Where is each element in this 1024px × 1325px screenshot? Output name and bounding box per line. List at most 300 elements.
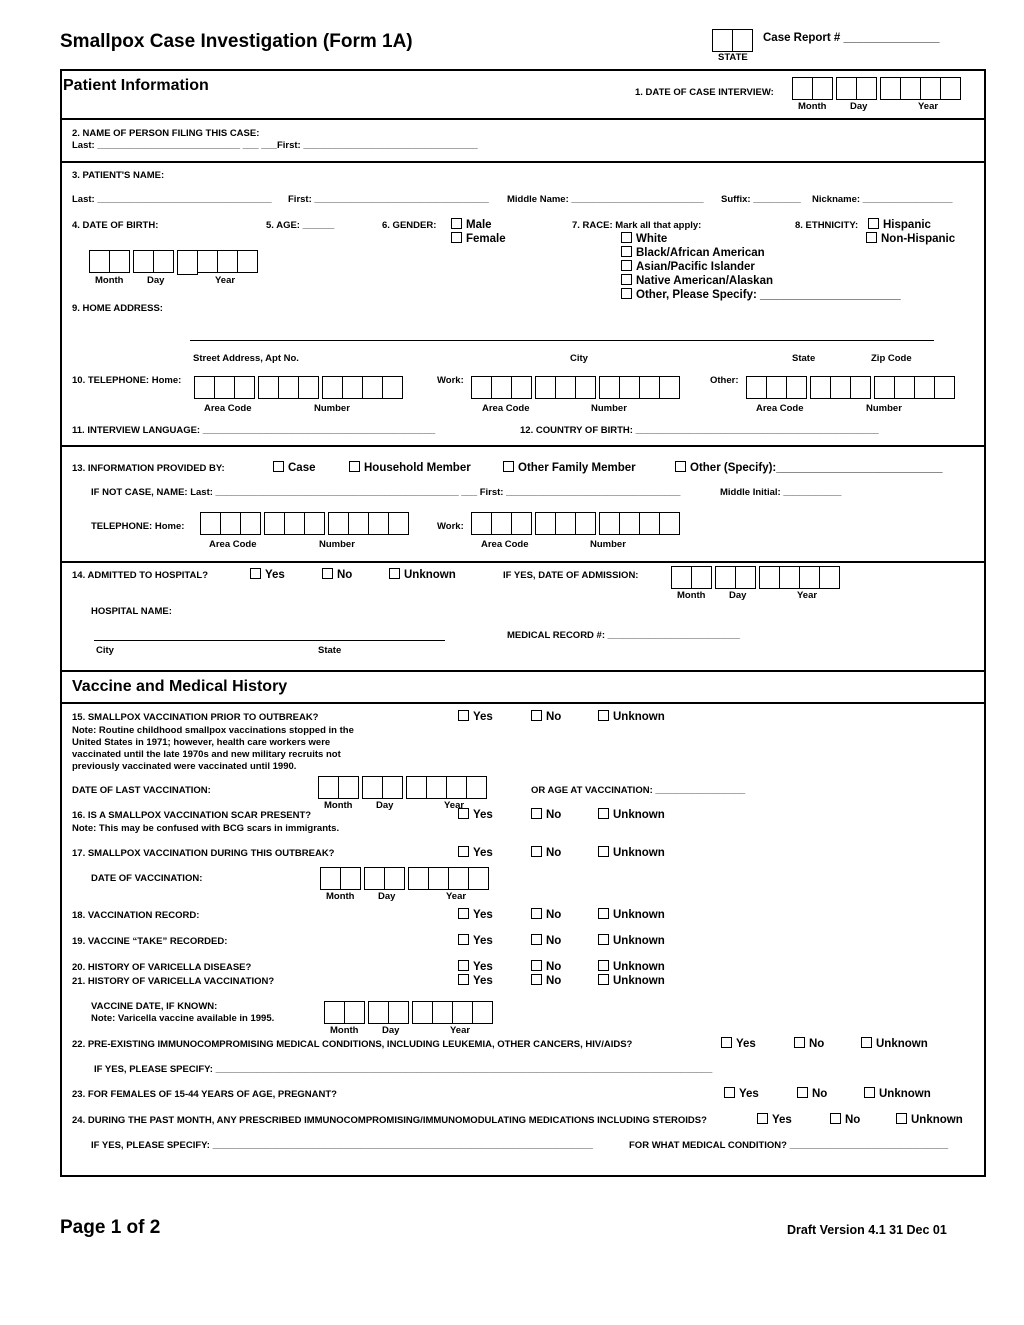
other-label: Other: [710,375,739,386]
q15-note: United States in 1971; however, health care workers were [72,737,331,748]
area-code-label: Area Code [209,539,257,550]
work-phone-boxes[interactable] [471,376,683,399]
work-label: Work: [437,375,464,386]
entry-cell[interactable] [177,250,198,275]
var-date-label: VACCINE DATE, IF KNOWN: [91,1001,218,1012]
last-vacc-label: DATE OF LAST VACCINATION: [72,785,211,796]
provided-by-household[interactable]: Household Member [349,461,471,474]
year-label: Year [446,891,467,902]
divider [60,161,984,163]
last-vacc-date-boxes[interactable] [318,776,490,799]
entry-cell[interactable] [298,376,319,399]
entry-cell[interactable] [382,376,403,399]
divider [60,118,984,120]
entry-cell[interactable] [691,566,712,589]
checkbox[interactable] [389,568,400,579]
checkbox[interactable] [864,1087,875,1098]
checkbox[interactable] [621,288,632,299]
entry-cell[interactable] [535,512,556,535]
year-label: Year [444,800,465,811]
entry-cell[interactable] [830,376,851,399]
entry-cell[interactable] [338,776,359,799]
checkbox[interactable] [896,1113,907,1124]
entry-cell[interactable] [894,376,915,399]
entry-cell[interactable] [304,512,325,535]
entry-cell[interactable] [446,776,467,799]
entry-cell[interactable] [746,376,767,399]
entry-cell[interactable] [432,1001,453,1024]
checkbox[interactable] [451,218,462,229]
q9-label: 9. HOME ADDRESS: [72,303,163,314]
ethnicity-hispanic[interactable]: Hispanic [868,218,931,231]
q22-specify-field[interactable]: IF YES, PLEASE SPECIFY: ______________________________________________________________________________________________ [94,1064,713,1075]
entry-cell[interactable] [89,250,110,273]
q18-unknown[interactable]: Unknown [598,908,665,921]
day-label: Day [147,275,165,286]
patient-suffix-field[interactable]: Suffix: _________ [721,194,801,205]
checkbox[interactable] [451,232,462,243]
checkbox[interactable] [598,960,609,971]
q21-unknown[interactable]: Unknown [598,974,665,987]
q6-label: 6. GENDER: [382,220,437,231]
q17-yes[interactable]: Yes [458,846,493,859]
state-label: State [318,645,342,656]
country-field[interactable]: 12. COUNTRY OF BIRTH: ______________________________________________ [520,425,879,436]
hospital-yes[interactable]: Yes [250,568,285,581]
provided-by-case[interactable]: Case [273,461,316,474]
q20-unknown[interactable]: Unknown [598,960,665,973]
entry-cell[interactable] [619,512,640,535]
area-code-label: Area Code [756,403,804,414]
q16-label: 16. IS A SMALLPOX VACCINATION SCAR PRESENT? [72,810,312,821]
entry-cell[interactable] [836,77,857,100]
entry-cell[interactable] [320,867,341,890]
entry-cell[interactable] [194,376,215,399]
entry-cell[interactable] [217,250,238,273]
entry-cell[interactable] [659,376,680,399]
q18-label: 18. VACCINATION RECORD: [72,910,200,921]
entry-cell[interactable] [362,376,383,399]
entry-cell[interactable] [324,1001,345,1024]
divider [60,702,984,704]
entry-cell[interactable] [619,376,640,399]
entry-cell[interactable] [880,77,901,100]
patient-nickname-field[interactable]: Nickname: _________________ [812,194,953,205]
q13-label: 13. INFORMATION PROVIDED BY: [72,463,225,474]
entry-cell[interactable] [491,376,512,399]
entry-cell[interactable] [555,512,576,535]
admission-label: IF YES, DATE OF ADMISSION: [503,570,639,581]
number-label: Number [590,539,626,550]
q7-label: 7. RACE: Mark all that apply: [572,220,702,231]
entry-cell[interactable] [766,376,787,399]
entry-cell[interactable] [819,566,840,589]
checkbox[interactable] [757,1113,768,1124]
number-label: Number [319,539,355,550]
year-label: Year [215,275,236,286]
entry-cell[interactable] [715,566,736,589]
q15-no[interactable]: No [531,710,561,723]
q15-note: Note: Routine childhood smallpox vaccinations stopped in the [72,725,354,736]
month-label: Month [677,590,706,601]
entry-cell[interactable] [659,512,680,535]
entry-cell[interactable] [408,867,429,890]
entry-cell[interactable] [599,376,620,399]
q22-yes[interactable]: Yes [721,1037,756,1050]
entry-cell[interactable] [639,376,660,399]
state-boxes[interactable] [712,29,756,52]
age-field[interactable]: 5. AGE: ______ [266,220,335,231]
entry-cell[interactable] [200,512,221,535]
entry-cell[interactable] [384,867,405,890]
q16-note: Note: This may be confused with BCG scars in immigrants. [72,823,340,834]
day-label: Day [376,800,394,811]
checkbox[interactable] [458,934,469,945]
year-label: Year [450,1025,471,1036]
entry-cell[interactable] [468,867,489,890]
month-label: Month [324,800,353,811]
section-heading: Patient Information [63,77,209,94]
q10-label: 10. TELEPHONE: Home: [72,375,182,386]
hospital-unknown[interactable]: Unknown [389,568,456,581]
entry-cell[interactable] [779,566,800,589]
checkbox[interactable] [322,568,333,579]
entry-cell[interactable] [535,376,556,399]
checkbox[interactable] [458,960,469,971]
month-label: Month [95,275,124,286]
entry-cell[interactable] [348,512,369,535]
state-label: STATE [718,52,748,63]
checkbox[interactable] [724,1087,735,1098]
checkbox[interactable] [621,246,632,257]
entry-cell[interactable] [284,512,305,535]
checkbox[interactable] [866,232,877,243]
q19-unknown[interactable]: Unknown [598,934,665,947]
var-note: Note: Varicella vaccine available in 1995. [91,1013,275,1024]
checkbox[interactable] [598,974,609,985]
checkbox[interactable] [868,218,879,229]
checkbox[interactable] [797,1087,808,1098]
q4-label: 4. DATE OF BIRTH: [72,220,159,231]
entry-cell[interactable] [197,250,218,273]
entry-cell[interactable] [153,250,174,273]
number-label: Number [866,403,902,414]
entry-cell[interactable] [362,776,383,799]
hospital-no[interactable]: No [322,568,352,581]
number-label: Number [591,403,627,414]
entry-cell[interactable] [344,1001,365,1024]
q16-unknown[interactable]: Unknown [598,808,665,821]
entry-cell[interactable] [264,512,285,535]
checkbox[interactable] [458,710,469,721]
q19-yes[interactable]: Yes [458,934,493,947]
entry-cell[interactable] [575,376,596,399]
filer-name-field[interactable]: Last: ___________________________ ___ ___First: _________________________________ [72,140,478,151]
entry-cell[interactable] [511,512,532,535]
day-label: Day [850,101,868,112]
year-label: Year [797,590,818,601]
q15-label: 15. SMALLPOX VACCINATION PRIOR TO OUTBREAK? [72,712,319,723]
checkbox[interactable] [721,1037,732,1048]
entry-cell[interactable] [759,566,780,589]
q21-yes[interactable]: Yes [458,974,493,987]
entry-cell[interactable] [856,77,877,100]
entry-cell[interactable] [599,512,620,535]
race-native[interactable]: Native American/Alaskan [621,274,773,287]
entry-cell[interactable] [109,250,130,273]
race-other[interactable]: Other, Please Specify: ______________________ [621,288,901,301]
entry-cell[interactable] [914,376,935,399]
entry-cell[interactable] [555,376,576,399]
checkbox[interactable] [531,974,542,985]
area-code-label: Area Code [481,539,529,550]
entry-cell[interactable] [240,512,261,535]
page-number: Page 1 of 2 [60,1217,161,1238]
q24-specify-field[interactable]: IF YES, PLEASE SPECIFY: ________________________________________________________________________ [91,1140,594,1151]
entry-cell[interactable] [328,512,349,535]
ethnicity-non-hispanic[interactable]: Non-Hispanic [866,232,955,245]
informant-work-phone[interactable] [471,512,683,535]
q20-no[interactable]: No [531,960,561,973]
q24-condition-field[interactable]: FOR WHAT MEDICAL CONDITION? ______________________________ [629,1140,949,1151]
checkbox[interactable] [794,1037,805,1048]
checkbox[interactable] [531,960,542,971]
age-vacc-field[interactable]: OR AGE AT VACCINATION: _________________ [531,785,746,796]
number-label: Number [314,403,350,414]
hospital-name-label: HOSPITAL NAME: [91,606,172,617]
entry-cell[interactable] [920,77,941,100]
entry-cell[interactable] [220,512,241,535]
entry-cell[interactable] [575,512,596,535]
vacc-date-boxes[interactable] [320,867,492,890]
race-white[interactable]: White [621,232,667,245]
q21-no[interactable]: No [531,974,561,987]
dob-boxes[interactable] [89,250,261,275]
q1-label: 1. DATE OF CASE INTERVIEW: [635,87,774,98]
admission-date-boxes[interactable] [671,566,843,589]
entry-cell[interactable] [237,250,258,273]
informant-mi-field[interactable]: Middle Initial: ___________ [720,487,842,498]
checkbox[interactable] [598,710,609,721]
q3-label: 3. PATIENT'S NAME: [72,170,165,181]
q23-no[interactable]: No [797,1087,827,1100]
entry-cell[interactable] [735,566,756,589]
language-field[interactable]: 11. INTERVIEW LANGUAGE: ____________________________________________ [72,425,436,436]
gender-female[interactable]: Female [451,232,506,245]
entry-cell[interactable] [491,512,512,535]
case-report-field[interactable]: Case Report # _______________ [763,32,940,44]
q18-no[interactable]: No [531,908,561,921]
form-title: Smallpox Case Investigation (Form 1A) [60,31,413,52]
race-asian[interactable]: Asian/Pacific Islander [621,260,755,273]
patient-first-field[interactable]: First: _________________________________ [288,194,489,205]
q24-unknown[interactable]: Unknown [896,1113,963,1126]
gender-male[interactable]: Male [451,218,492,231]
q23-label: 23. FOR FEMALES OF 15-44 YEARS OF AGE, PREGNANT? [72,1089,337,1100]
entry-cell[interactable] [874,376,895,399]
entry-cell[interactable] [133,250,154,273]
checkbox[interactable] [503,461,514,472]
entry-cell[interactable] [712,29,733,52]
checkbox[interactable] [861,1037,872,1048]
checkbox[interactable] [250,568,261,579]
q8-label: 8. ETHNICITY: [795,220,859,231]
entry-cell[interactable] [368,1001,389,1024]
entry-cell[interactable] [511,376,532,399]
entry-cell[interactable] [214,376,235,399]
state-label: State [792,353,816,364]
q23-yes[interactable]: Yes [724,1087,759,1100]
entry-cell[interactable] [388,1001,409,1024]
checkbox[interactable] [598,908,609,919]
entry-cell[interactable] [258,376,279,399]
provided-by-family[interactable]: Other Family Member [503,461,636,474]
entry-cell[interactable] [234,376,255,399]
patient-middle-field[interactable]: Middle Name: _________________________ [507,194,704,205]
q16-no[interactable]: No [531,808,561,821]
entry-cell[interactable] [799,566,820,589]
medical-record-field[interactable]: MEDICAL RECORD #: _________________________ [507,630,740,641]
checkbox[interactable] [621,274,632,285]
entry-cell[interactable] [388,512,409,535]
q20-yes[interactable]: Yes [458,960,493,973]
checkbox[interactable] [621,232,632,243]
checkbox[interactable] [531,808,542,819]
checkbox[interactable] [349,461,360,472]
divider [60,670,984,672]
entry-cell[interactable] [792,77,813,100]
q22-label: 22. PRE-EXISTING IMMUNOCOMPROMISING MEDICAL CONDITIONS, INCLUDING LEUKEMIA, OTHER CANCERS, HIV/AIDS? [72,1039,633,1050]
checkbox[interactable] [531,908,542,919]
entry-cell[interactable] [850,376,871,399]
month-label: Month [326,891,355,902]
q22-unknown[interactable]: Unknown [861,1037,928,1050]
zip-label: Zip Code [871,353,912,364]
day-label: Day [729,590,747,601]
entry-cell[interactable] [382,776,403,799]
q23-unknown[interactable]: Unknown [864,1087,931,1100]
informant-home-phone[interactable] [200,512,412,535]
checkbox[interactable] [621,260,632,271]
hospital-line[interactable] [94,640,445,641]
entry-cell[interactable] [406,776,427,799]
entry-cell[interactable] [472,1001,493,1024]
entry-cell[interactable] [940,77,961,100]
month-label: Month [798,101,827,112]
q16-yes[interactable]: Yes [458,808,493,821]
interview-date-boxes[interactable] [792,77,964,100]
checkbox[interactable] [458,808,469,819]
date-vacc-label: DATE OF VACCINATION: [91,873,203,884]
entry-cell[interactable] [278,376,299,399]
city-label: City [96,645,114,656]
checkbox[interactable] [598,808,609,819]
entry-cell[interactable] [340,867,361,890]
entry-cell[interactable] [732,29,753,52]
day-label: Day [378,891,396,902]
entry-cell[interactable] [639,512,660,535]
q15-unknown[interactable]: Unknown [598,710,665,723]
checkbox[interactable] [830,1113,841,1124]
q17-no[interactable]: No [531,846,561,859]
q2-label: 2. NAME OF PERSON FILING THIS CASE: [72,128,260,139]
patient-last-field[interactable]: Last: _________________________________ [72,194,272,205]
entry-cell[interactable] [812,77,833,100]
var-date-boxes[interactable] [324,1001,496,1024]
year-label: Year [918,101,939,112]
q18-yes[interactable]: Yes [458,908,493,921]
checkbox[interactable] [675,461,686,472]
q20-label: 20. HISTORY OF VARICELLA DISEASE? [72,962,252,973]
entry-cell[interactable] [786,376,807,399]
q14-label: 14. ADMITTED TO HOSPITAL? [72,570,208,581]
q13-tel-label: TELEPHONE: Home: [91,521,185,532]
city-label: City [570,353,588,364]
address-line[interactable] [190,340,934,341]
checkbox[interactable] [458,974,469,985]
checkbox[interactable] [531,710,542,721]
checkbox[interactable] [273,461,284,472]
entry-cell[interactable] [368,512,389,535]
entry-cell[interactable] [452,1001,473,1024]
entry-cell[interactable] [428,867,449,890]
section-heading: Vaccine and Medical History [72,678,288,695]
entry-cell[interactable] [448,867,469,890]
q17-unknown[interactable]: Unknown [598,846,665,859]
checkbox[interactable] [458,908,469,919]
q24-no[interactable]: No [830,1113,860,1126]
q17-label: 17. SMALLPOX VACCINATION DURING THIS OUTBREAK? [72,848,335,859]
entry-cell[interactable] [426,776,447,799]
home-phone-boxes[interactable] [194,376,406,399]
entry-cell[interactable] [900,77,921,100]
entry-cell[interactable] [810,376,831,399]
entry-cell[interactable] [322,376,343,399]
entry-cell[interactable] [412,1001,433,1024]
entry-cell[interactable] [671,566,692,589]
entry-cell[interactable] [934,376,955,399]
entry-cell[interactable] [318,776,339,799]
checkbox[interactable] [598,934,609,945]
entry-cell[interactable] [471,512,492,535]
q21-label: 21. HISTORY OF VARICELLA VACCINATION? [72,976,275,987]
entry-cell[interactable] [342,376,363,399]
version-label: Draft Version 4.1 31 Dec 01 [787,1223,947,1237]
month-label: Month [330,1025,359,1036]
race-black[interactable]: Black/African American [621,246,765,259]
q24-label: 24. DURING THE PAST MONTH, ANY PRESCRIBED IMMUNOCOMPROMISING/IMMUNOMODULATING MEDICATIONS INCLUDING STEROIDS? [72,1115,707,1126]
area-code-label: Area Code [204,403,252,414]
entry-cell[interactable] [466,776,487,799]
q19-no[interactable]: No [531,934,561,947]
other-phone-boxes[interactable] [746,376,958,399]
checkbox[interactable] [458,846,469,857]
informant-name-field[interactable]: IF NOT CASE, NAME: Last: ______________________________________________ ___ First: _________________________________ [91,487,681,498]
checkbox[interactable] [598,846,609,857]
checkbox[interactable] [531,934,542,945]
provided-by-other[interactable]: Other (Specify):__________________________ [675,461,943,474]
entry-cell[interactable] [364,867,385,890]
area-code-label: Area Code [482,403,530,414]
day-label: Day [382,1025,400,1036]
divider [60,561,984,563]
q22-no[interactable]: No [794,1037,824,1050]
q15-yes[interactable]: Yes [458,710,493,723]
checkbox[interactable] [531,846,542,857]
q24-yes[interactable]: Yes [757,1113,792,1126]
street-label: Street Address, Apt No. [193,353,299,364]
entry-cell[interactable] [471,376,492,399]
